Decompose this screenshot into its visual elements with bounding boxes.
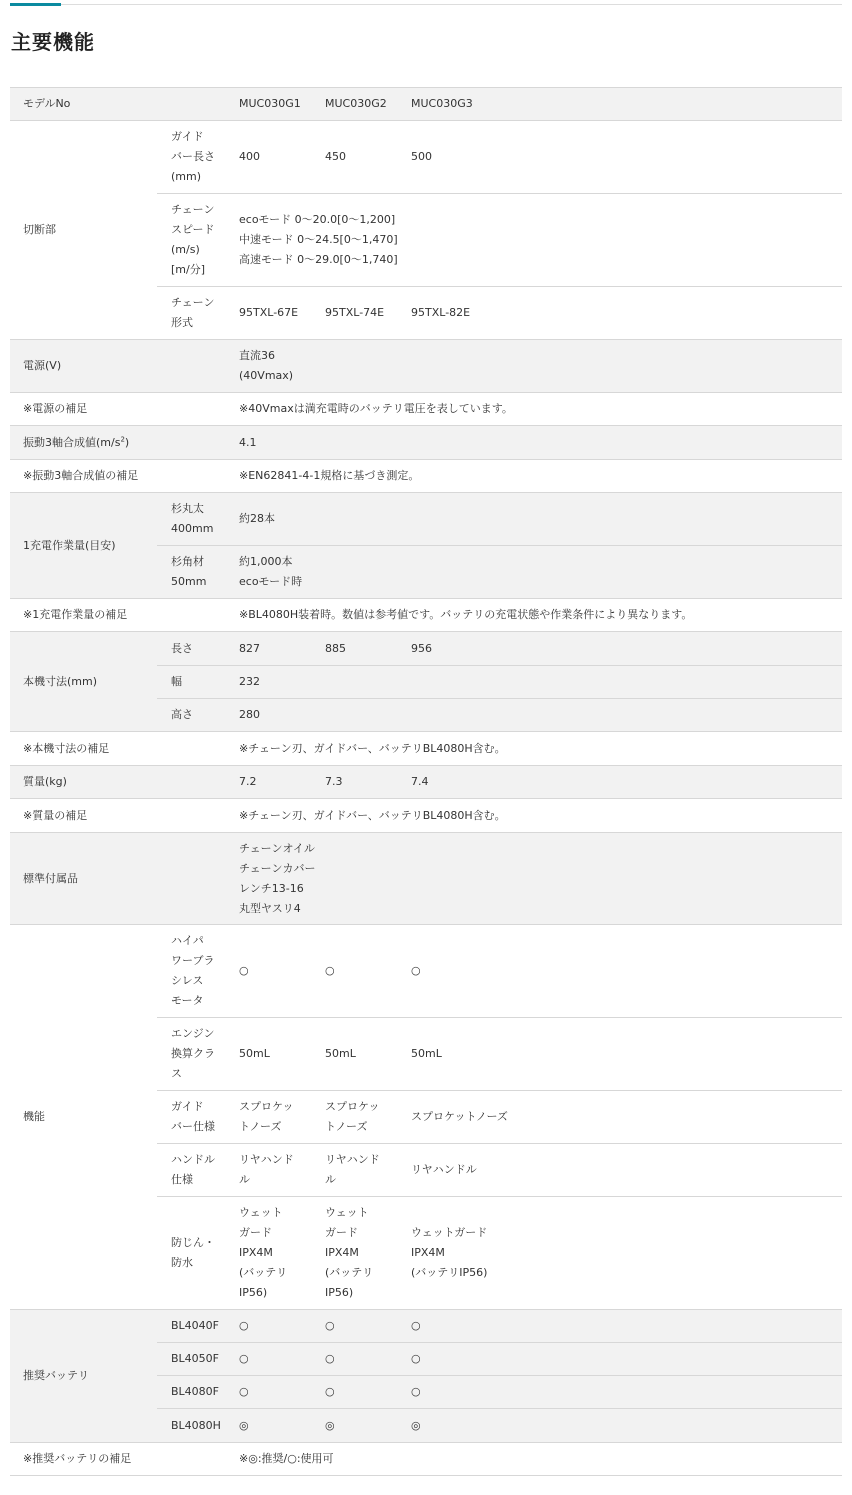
row-power-note [10,393,842,426]
row-guide-bar [10,121,842,194]
label-chain-speed: チェーン スピード (m/s) [m/分] [157,194,232,287]
label-accessories: 標準付属品 [10,833,232,925]
feature-guide-spec-1: スプロケッ トノーズ [232,1091,318,1144]
row-work-log [10,493,842,546]
feature-motor-2: ○ [318,925,404,1018]
page-title: 主要機能 [11,30,95,54]
row-dim-length [10,632,842,666]
feature-engine-2: 50mL [318,1018,404,1091]
feature-guide-spec-3: スプロケットノーズ [404,1091,842,1144]
row-accessories [10,833,842,925]
battery-2-g2: ○ [318,1343,404,1376]
label-chain-type: チェーン 形式 [157,287,232,340]
label-power-note: ※電源の補足 [10,393,232,426]
label-vibration: 振動3軸合成値$(m/s^2)$ [10,426,232,460]
top-accent-bar [10,3,61,6]
feature-handle-2: リヤハンド ル [318,1144,404,1197]
battery-3-g1: ○ [232,1376,318,1409]
row-feature-motor [10,925,842,1018]
feature-engine-3: 50mL [404,1018,842,1091]
label-features: 機能 [10,925,157,1310]
label-guide-bar: ガイド バー長さ (mm) [157,121,232,194]
dim-height-value: 280 [232,699,842,732]
battery-2-g1: ○ [232,1343,318,1376]
dim-length-3: 956 [404,632,842,666]
feature-handle-3: リヤハンドル [404,1144,842,1197]
work-square-value: 約1,000本 ecoモード時 [232,546,842,599]
power-note-value: ※40Vmaxは満充電時のバッテリ電圧を表しています。 [232,393,842,426]
dim-note-value: ※チェーン刃、ガイドバー、バッテリBL4080H含む。 [232,732,842,766]
label-work: 1充電作業量(目安) [10,493,157,599]
label-feature-waterproof: 防じん・ 防水 [157,1197,232,1310]
feature-waterproof-2: ウェット ガード IPX4M (バッテリ IP56) [318,1197,404,1310]
accessories-value: チェーンオイル チェーンカバー レンチ13-16 丸型ヤスリ4 [232,833,842,925]
label-battery: 推奨バッテリ [10,1310,157,1443]
weight-2: 7.3 [318,766,404,799]
battery-name-3: BL4080F [157,1376,232,1409]
chain-type-1: 95TXL-67E [232,287,318,340]
feature-motor-1: ○ [232,925,318,1018]
dim-length-1: 827 [232,632,318,666]
label-dimensions: 本機寸法(mm) [10,632,157,732]
model-3: MUC030G3 [404,88,842,121]
battery-4-g2: ◎ [318,1409,404,1443]
feature-handle-1: リヤハンド ル [232,1144,318,1197]
work-note-value: ※BL4080H装着時。数値は参考値です。バッテリの充電状態や作業条件により異なります。 [232,599,842,632]
weight-3: 7.4 [404,766,842,799]
label-weight: 質量(kg) [10,766,232,799]
row-dim-note [10,732,842,766]
row-work-note [10,599,842,632]
row-vibration [10,426,842,460]
battery-1-g2: ○ [318,1310,404,1343]
label-work-log: 杉丸太 400mm [157,493,232,546]
label-model: モデルNo [10,88,232,121]
vibration-value: 4.1 [232,426,842,460]
dim-length-2: 885 [318,632,404,666]
feature-waterproof-3: ウェットガード IPX4M (バッテリIP56) [404,1197,842,1310]
battery-3-g2: ○ [318,1376,404,1409]
power-value: 直流36 (40Vmax) [232,340,842,393]
battery-name-1: BL4040F [157,1310,232,1343]
weight-1: 7.2 [232,766,318,799]
battery-4-g1: ◎ [232,1409,318,1443]
row-weight-note [10,799,842,833]
work-log-value: 約28本 [232,493,842,546]
spec-table [10,87,842,1476]
chain-speed-value: ecoモード 0～20.0[0～1,200] 中速モード 0～24.5[0～1,470] 高速モード 0～29.0[0～1,740] [232,194,842,287]
label-dim-note: ※本機寸法の補足 [10,732,232,766]
model-1: MUC030G1 [232,88,318,121]
label-battery-note: ※推奨バッテリの補足 [10,1443,232,1476]
label-dim-length: 長さ [157,632,232,666]
label-work-square: 杉角材 50mm [157,546,232,599]
battery-2-g3: ○ [404,1343,842,1376]
battery-4-g3: ◎ [404,1409,842,1443]
label-work-note: ※1充電作業量の補足 [10,599,232,632]
top-divider [10,4,842,5]
guide-bar-1: 400 [232,121,318,194]
weight-note-value: ※チェーン刃、ガイドバー、バッテリBL4080H含む。 [232,799,842,833]
label-dim-height: 高さ [157,699,232,732]
chain-type-2: 95TXL-74E [318,287,404,340]
dim-width-value: 232 [232,666,842,699]
feature-motor-3: ○ [404,925,842,1018]
label-vibration-note: ※振動3軸合成値の補足 [10,460,232,493]
row-battery-note [10,1443,842,1476]
label-dim-width: 幅 [157,666,232,699]
label-feature-motor: ハイパ ワーブラ シレス モータ [157,925,232,1018]
label-power: 電源(V) [10,340,232,393]
battery-note-value: ※◎:推奨/○:使用可 [232,1443,842,1476]
battery-3-g3: ○ [404,1376,842,1409]
guide-bar-3: 500 [404,121,842,194]
battery-name-2: BL4050F [157,1343,232,1376]
vibration-note-value: ※EN62841-4-1規格に基づき測定。 [232,460,842,493]
row-vibration-note [10,460,842,493]
row-weight [10,766,842,799]
row-power [10,340,842,393]
label-feature-handle: ハンドル 仕様 [157,1144,232,1197]
label-feature-guide-spec: ガイド バー仕様 [157,1091,232,1144]
battery-1-g1: ○ [232,1310,318,1343]
battery-1-g3: ○ [404,1310,842,1343]
feature-guide-spec-2: スプロケッ トノーズ [318,1091,404,1144]
label-feature-engine: エンジン 換算クラ ス [157,1018,232,1091]
row-battery-1 [10,1310,842,1343]
feature-engine-1: 50mL [232,1018,318,1091]
label-weight-note: ※質量の補足 [10,799,232,833]
guide-bar-2: 450 [318,121,404,194]
label-cutting: 切断部 [10,121,157,340]
row-model [10,88,842,121]
model-2: MUC030G2 [318,88,404,121]
feature-waterproof-1: ウェット ガード IPX4M (バッテリ IP56) [232,1197,318,1310]
chain-type-3: 95TXL-82E [404,287,842,340]
battery-name-4: BL4080H [157,1409,232,1443]
